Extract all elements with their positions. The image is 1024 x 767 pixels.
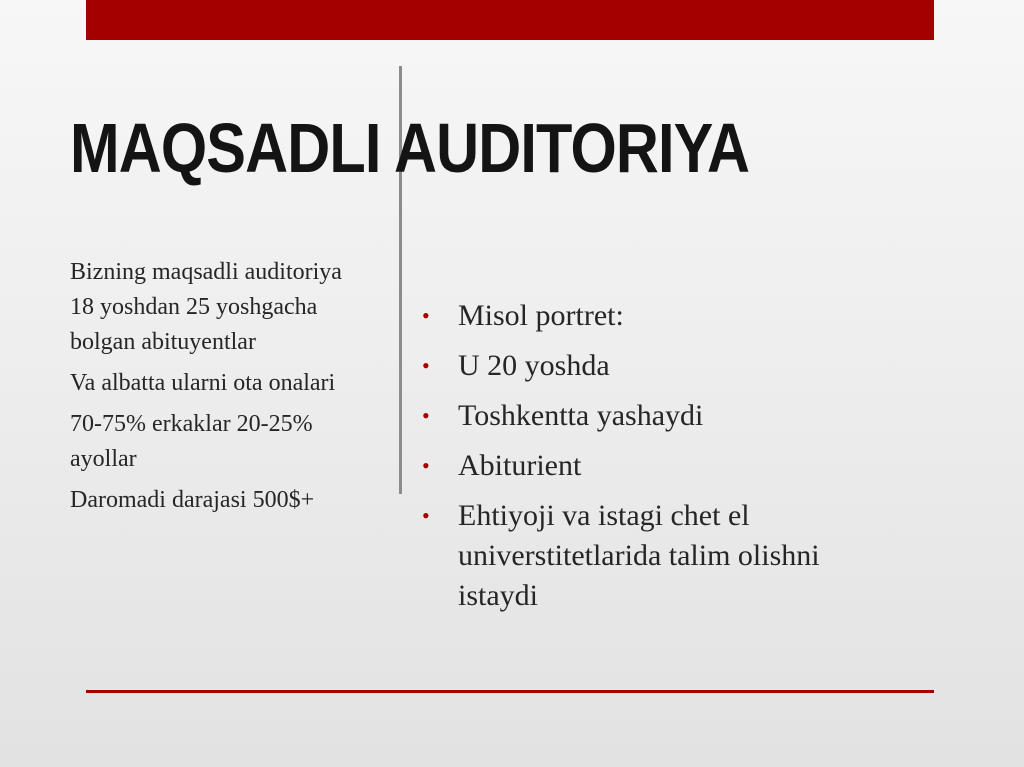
left-paragraph-audience: Bizning maqsadli auditoriya 18 yoshdan 25 yoshgacha bolgan abituyentlar	[70, 259, 342, 355]
top-accent-bar	[86, 0, 934, 40]
bullet-item	[422, 496, 902, 616]
bullet-icon: •	[422, 453, 430, 478]
bullet-item	[422, 396, 902, 436]
bullet-icon: •	[422, 503, 430, 528]
slide-title: MAQSADLI AUDITORIYA	[70, 109, 750, 187]
bullet-text: Misol portret:	[458, 299, 624, 332]
bullet-icon: •	[422, 353, 430, 378]
left-paragraph-gender-split: 70-75% erkaklar 20-25% ayollar	[70, 411, 313, 472]
bullet-icon: •	[422, 303, 430, 328]
bullet-text: U 20 yoshda	[458, 349, 610, 382]
bullet-text: Abiturient	[458, 449, 582, 482]
bullet-item	[422, 296, 902, 336]
bullet-item	[422, 446, 902, 486]
bullet-icon: •	[422, 403, 430, 428]
bottom-accent-line	[86, 690, 934, 693]
portrait-bullet-list	[422, 296, 902, 626]
bullet-item	[422, 346, 902, 386]
left-paragraph-income: Daromadi darajasi 500$+	[70, 487, 315, 513]
left-text-column	[70, 255, 350, 524]
left-paragraph-parents: Va albatta ularni ota onalari	[70, 370, 336, 396]
bullet-text: Ehtiyoji va istagi chet el universtitetlarida talim olishni istaydi	[458, 499, 820, 612]
bullet-text: Toshkentta yashaydi	[458, 399, 704, 432]
